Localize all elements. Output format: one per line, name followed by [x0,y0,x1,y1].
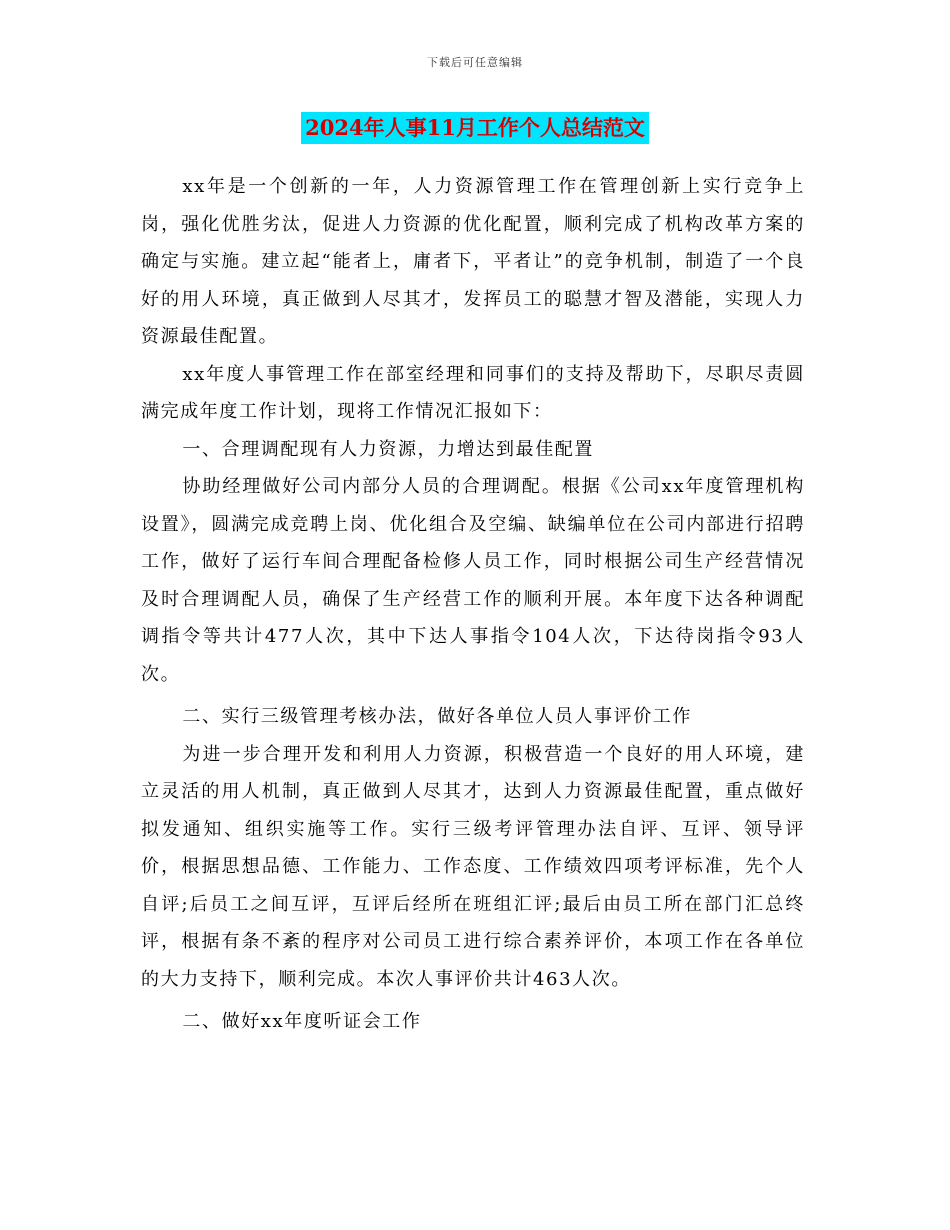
paragraph-summary: xx年度人事管理工作在部室经理和同事们的支持及帮助下，尽职尽责圆满完成年度工作计划，现将工作情况汇报如下： [141,363,805,422]
section-heading-3: 二、做好xx年度听证会工作 [182,1011,422,1032]
document-body [141,168,805,1041]
header-note: 下载后可任意编辑 [427,56,523,69]
title-container [0,112,950,144]
section-heading-2: 二、实行三级管理考核办法，做好各单位人员人事评价工作 [182,706,692,727]
section-heading-1: 一、合理调配现有人力资源，力增达到最佳配置 [182,438,594,460]
paragraph-section-1: 协助经理做好公司内部分人员的合理调配。根据《公司xx年度管理机构设置》，圆满完成竞聘上岗、优化组合及空编、缺编单位在公司内部进行招聘工作，做好了运行车间合理配备检修人员工作，同时根据公司生产经营情况及时合理调配人员，确保了生产经营工作的顺利开展。本年度下达各种调配调指令等共计477人次，其中下达人事指令104人次，下达待岗指令93人次。 [141,476,805,685]
paragraph-section-2: 为进一步合理开发和利用人力资源，积极营造一个良好的用人环境，建立灵活的用人机制，真正做到人尽其才，达到人力资源最佳配置，重点做好拟发通知、组织实施等工作。实行三级考评管理办法自评、互评、领导评价，根据思想品德、工作能力、工作态度、工作绩效四项考评标准，先个人自评;后员工之间互评，互评后经所在班组汇评;最后由员工所在部门汇总终评，根据有条不紊的程序对公司员工进行综合素养评价，本项工作在各单位的大力支持下，顺利完成。本次人事评价共计463人次。 [141,743,805,990]
document-title: 2024年人事11月工作个人总结范文 [301,112,649,144]
paragraph-intro: xx年是一个创新的一年，人力资源管理工作在管理创新上实行竞争上岗，强化优胜劣汰，促进人力资源的优化配置，顺利完成了机构改革方案的确定与实施。建立起“能者上，庸者下，平者让”的竞争机制，制造了一个良好的用人环境，真正做到人尽其才，发挥员工的聪慧才智及潜能，实现人力资源最佳配置。 [141,176,805,347]
